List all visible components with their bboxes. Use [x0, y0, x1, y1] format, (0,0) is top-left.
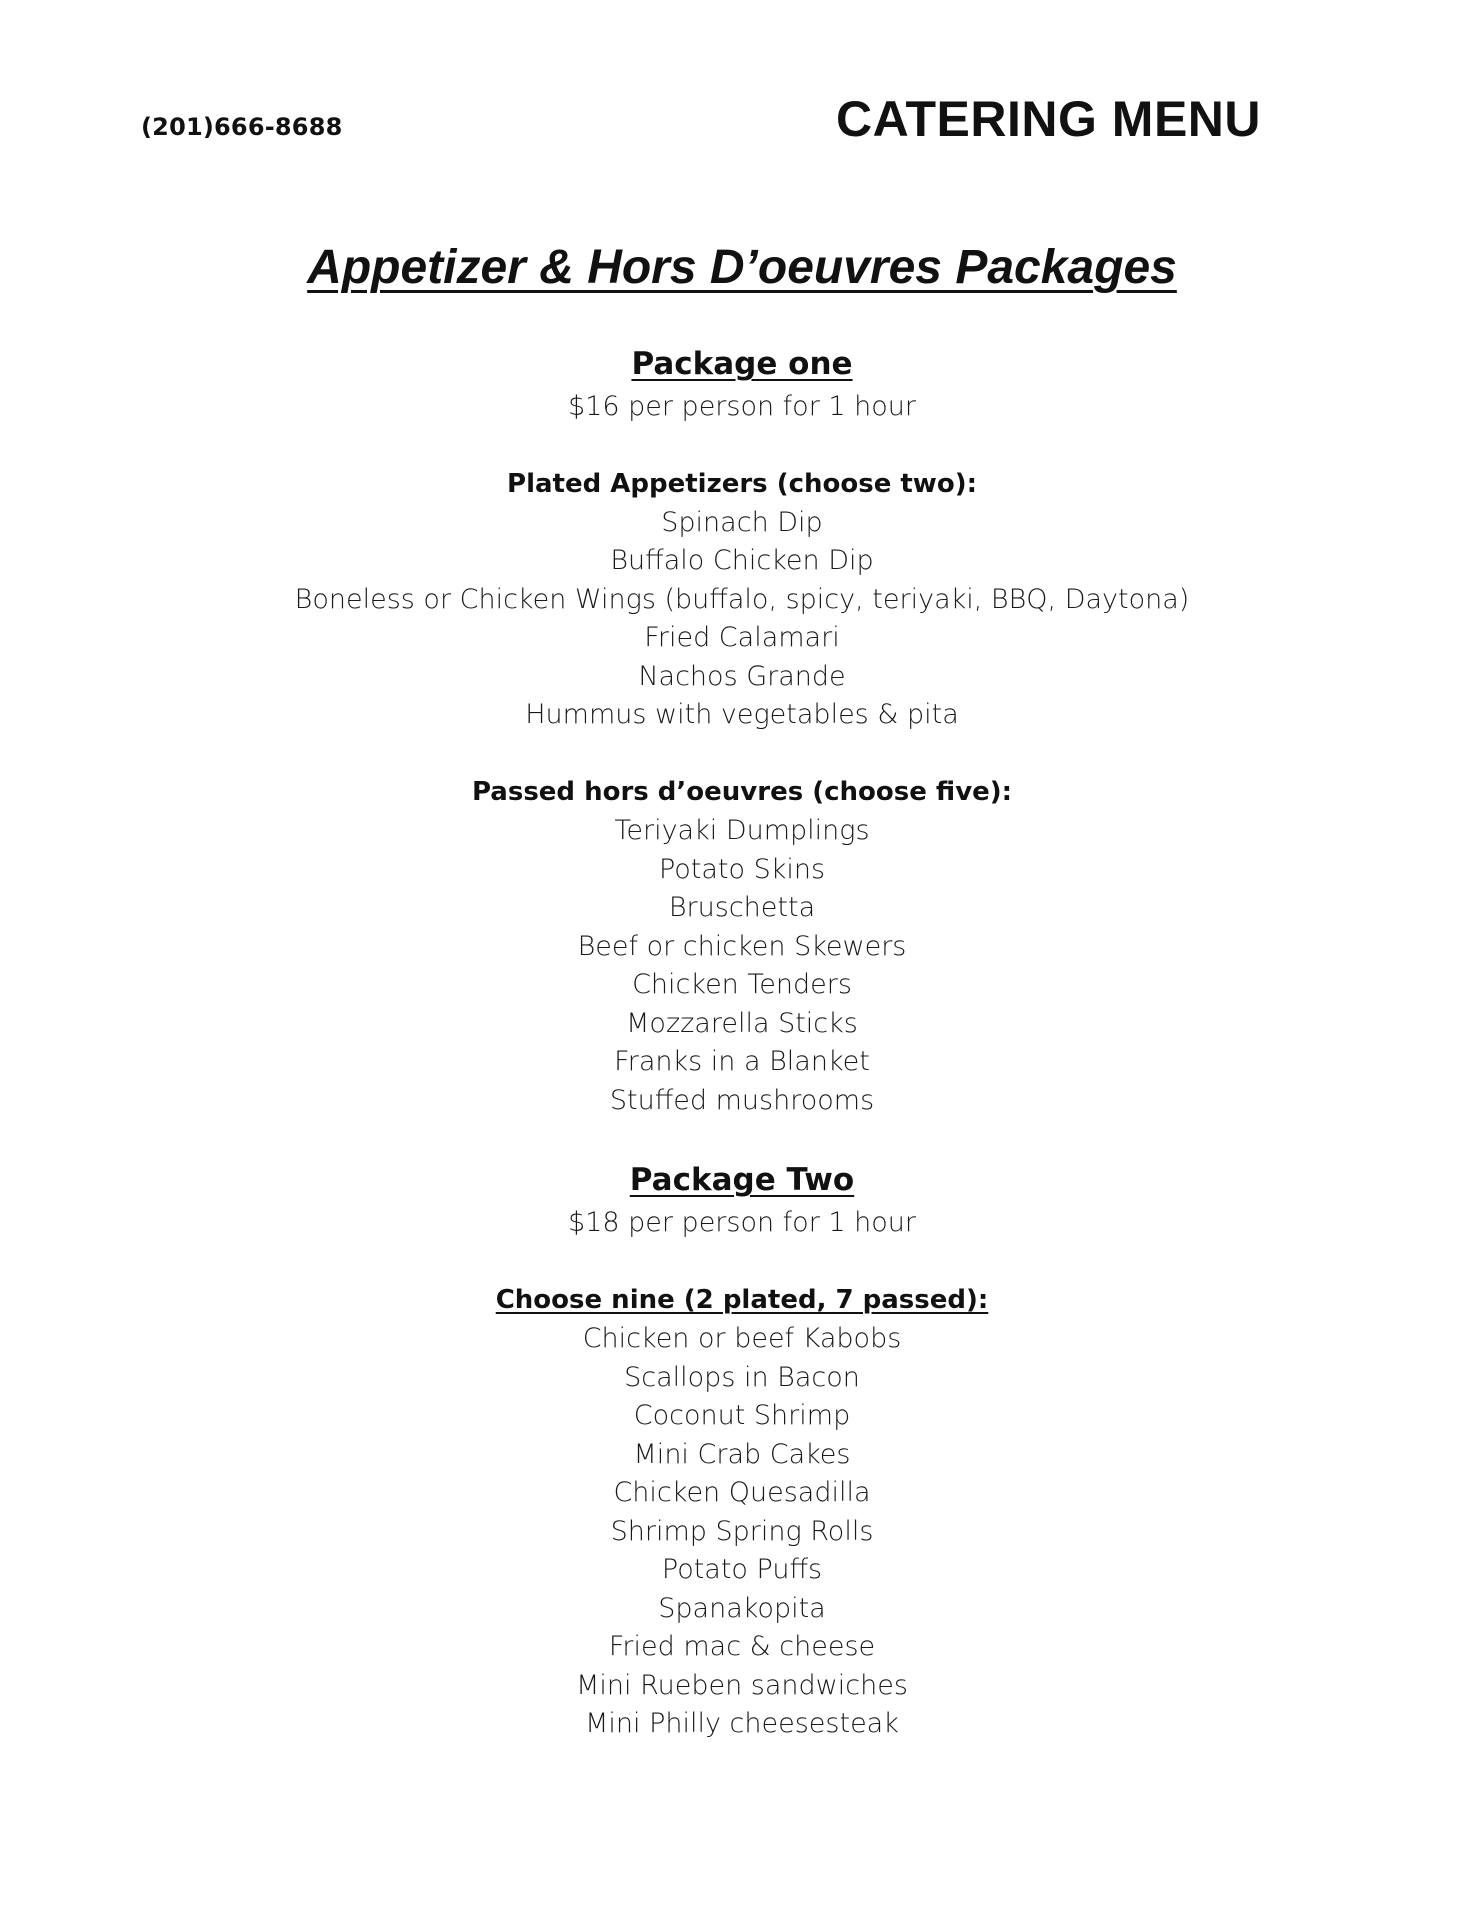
menu-item: Chicken Tenders: [632, 969, 852, 1000]
menu-item: Franks in a Blanket: [614, 1046, 870, 1077]
menu-item: Mozzarella Sticks: [626, 1008, 858, 1039]
menu-item: Mini Crab Cakes: [633, 1439, 851, 1470]
menu-title: CATERING MENU: [836, 91, 1262, 147]
menu-item: Mini Rueben sandwiches: [576, 1670, 908, 1701]
menu-item: Stuffed mushrooms: [609, 1085, 875, 1116]
menu-item: Potato Skins: [658, 854, 826, 885]
menu-item: Boneless or Chicken Wings (buffalo, spicy, teriyaki, BBQ, Daytona): [294, 584, 1190, 615]
menu-item: Coconut Shrimp: [633, 1400, 851, 1431]
menu-item: Fried Calamari: [644, 622, 840, 653]
menu-item: Mini Philly cheesesteak: [585, 1708, 899, 1739]
menu-item: Hummus with vegetables & pita: [525, 699, 959, 730]
menu-item: Scallops in Bacon: [624, 1362, 860, 1393]
choose-nine-heading: Choose nine (2 plated, 7 passed):: [495, 1285, 989, 1315]
phone-number: (201)666-8688: [141, 113, 343, 141]
menu-item: Potato Puffs: [661, 1554, 823, 1585]
menu-item: Spinach Dip: [661, 507, 823, 538]
menu-item: Chicken or beef Kabobs: [582, 1323, 902, 1354]
package-one-price: $16 per person for 1 hour: [568, 391, 916, 422]
menu-item: Fried mac & cheese: [608, 1631, 876, 1662]
package-one-title: Package one: [631, 346, 853, 382]
menu-item: Teriyaki Dumplings: [614, 815, 870, 846]
section-title: Appetizer & Hors D’oeuvres Packages: [307, 241, 1177, 294]
menu-item: Buffalo Chicken Dip: [610, 545, 874, 576]
menu-item: Beef or chicken Skewers: [577, 931, 907, 962]
menu-item: Chicken Quesadilla: [613, 1477, 871, 1508]
package-two-price: $18 per person for 1 hour: [568, 1207, 916, 1238]
menu-item: Shrimp Spring Rolls: [610, 1516, 874, 1547]
passed-hors-doeuvres-heading: Passed hors d’oeuvres (choose five):: [471, 777, 1013, 807]
menu-item: Bruschetta: [668, 892, 816, 923]
menu-item: Nachos Grande: [638, 661, 846, 692]
plated-appetizers-heading: Plated Appetizers (choose two):: [507, 469, 977, 499]
package-two-title: Package Two: [629, 1162, 855, 1198]
menu-item: Spanakopita: [658, 1593, 826, 1624]
